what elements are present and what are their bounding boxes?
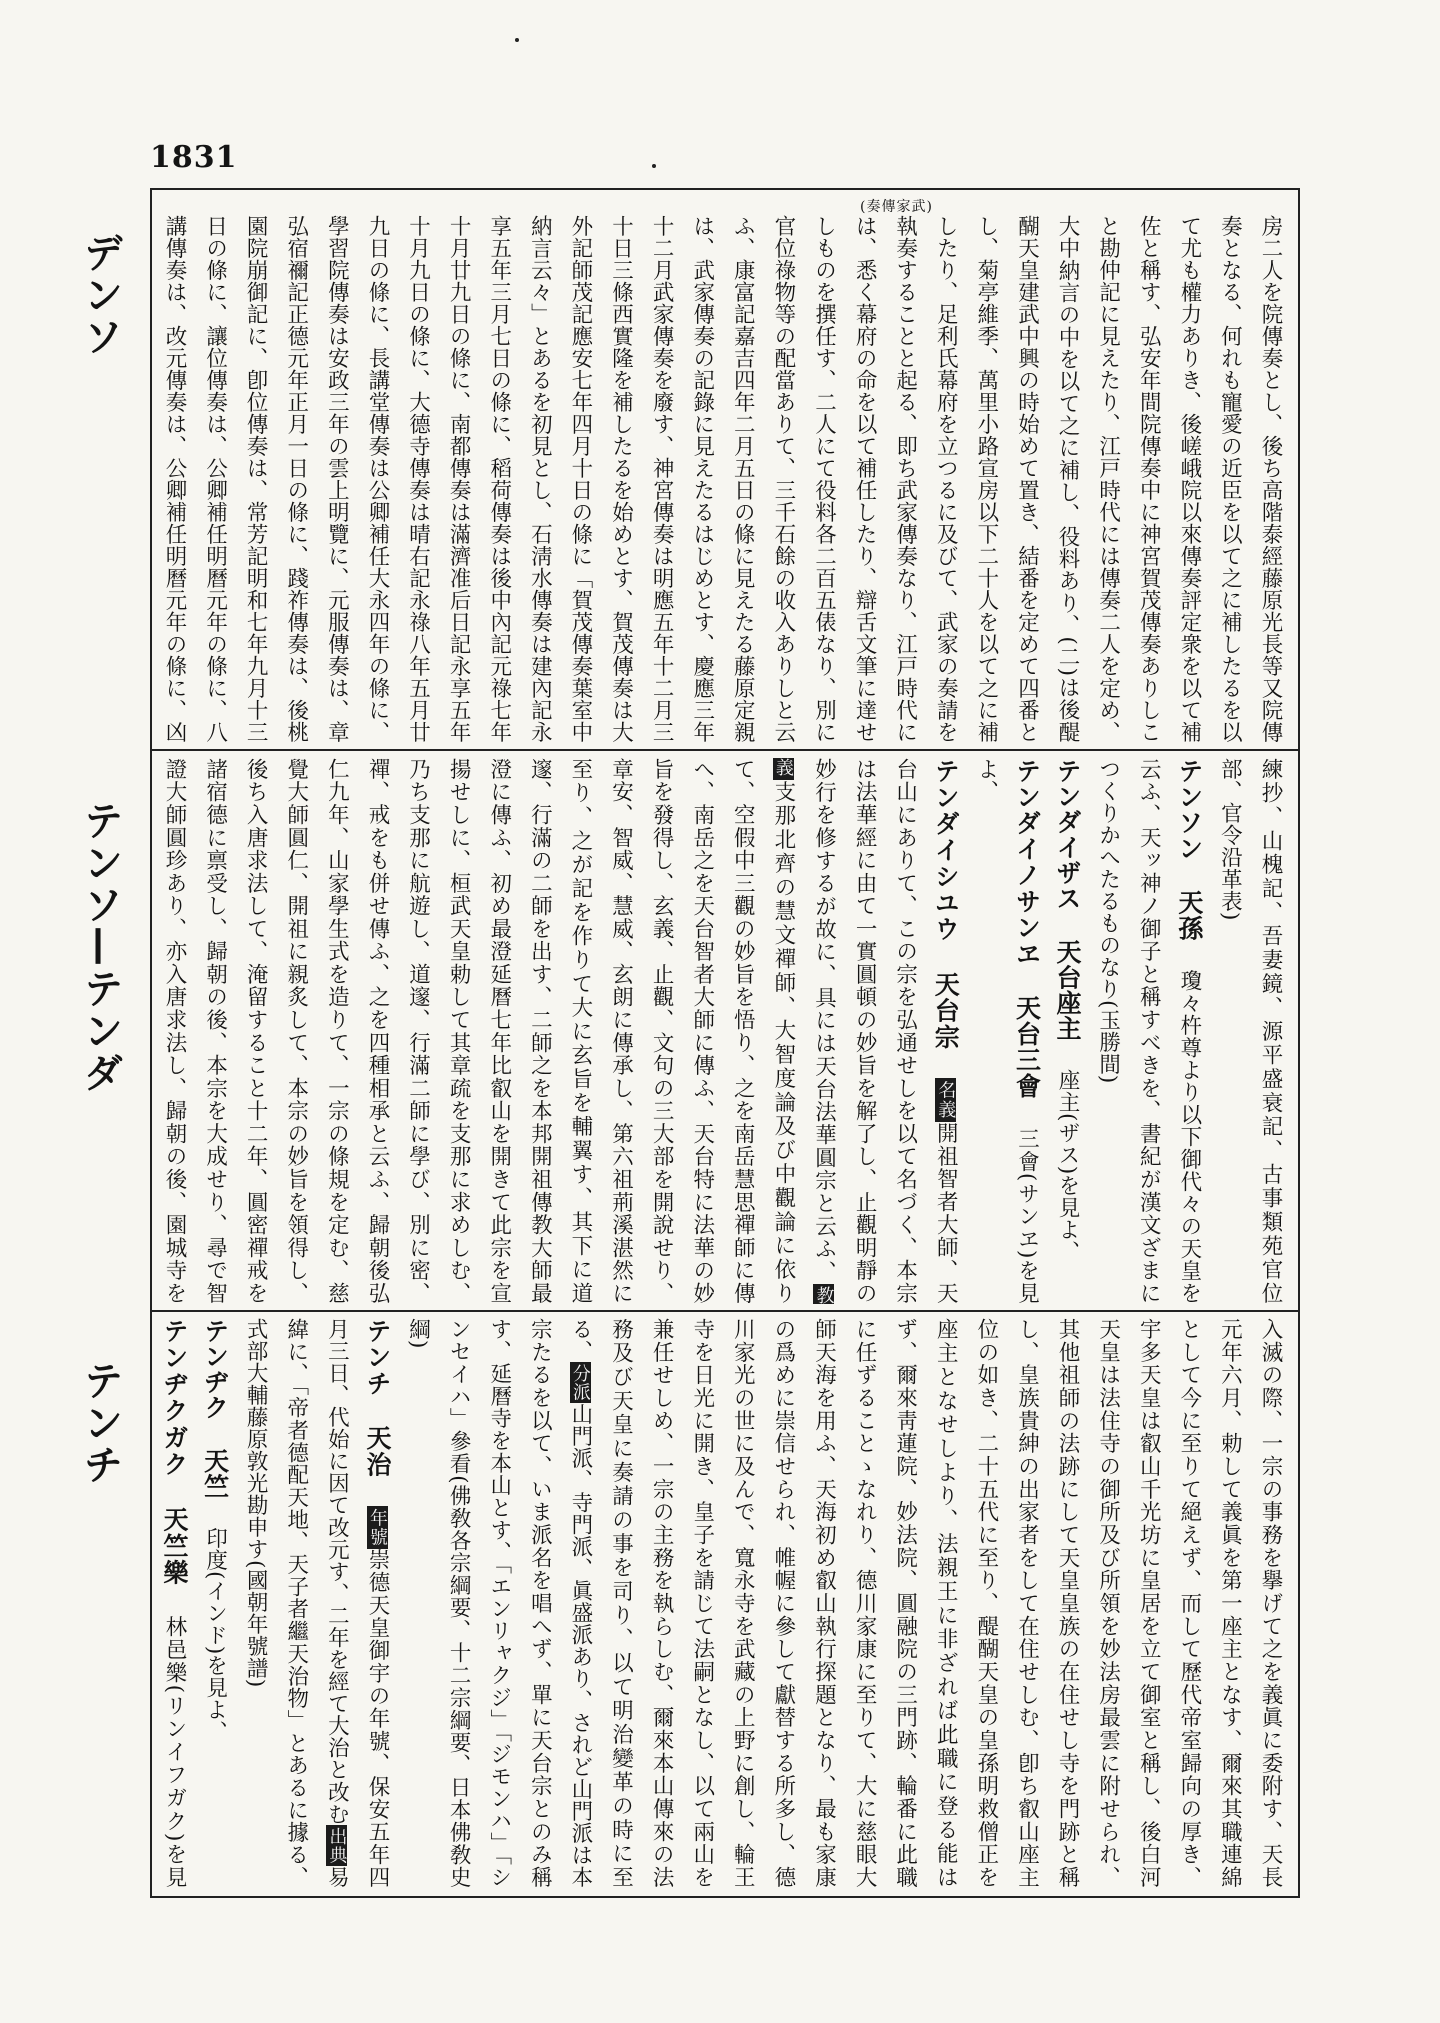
headword-kanji: 天台三會: [1012, 994, 1042, 1100]
section-tag: 名義: [935, 1080, 957, 1121]
headword: テンヂクガク: [160, 1318, 189, 1478]
section-divider: [150, 1310, 1300, 1312]
entry-text: 支那北齊の慧文禪師、大智度論及び中觀論に依りて、空假中三觀の妙旨を悟り、之を南岳慧思禪師に傳へ、南岳之を天台智者大師に傳ふ、天台特に法華の妙旨を發得し、玄義、止觀、文句の三大部を開說せり、章安、智威、慧威、玄朗に傳承し、第六祖荊溪湛然に至り、之が記を作りて大に玄旨を輔翼す、其下に道邃、行滿の二師を出す、二師之を本邦開祖傳教大師最澄に傳ふ、初め最澄延曆七年比叡山を開きて此宗を宣揚せしに、桓武天皇勅して其章疏を支那に求めしむ、乃ち支那に航遊し、道邃、行滿二師に學び、別に密、禪、戒をも併せ傳ふ、之を四種相承と云ふ、歸朝後弘仁九年、山家學生式を造りて、一宗の條規を定む、慈覺大師圓仁、開祖に親炙して、本宗の妙旨を領得し、後ち入唐求法して、淹留すること十二年、圓密禪戒を諸宿德に禀受し、歸朝の後、本宗を大成せり、尋で智證大師圓珍あり、亦入唐求法し、歸朝の後、園城寺を: [161, 758, 796, 1304]
entry-text: 開祖智者大師、天台山にありて、この宗を弘通せしを以て名づく、本宗は法華經に由て一實圓頓の妙旨を解了し、止觀明靜の妙行を修するが故に、具には天台法華圓宗と云ふ、: [811, 758, 959, 1304]
bottom-intro-text: 入滅の際、一宗の事務を擧げて之を義眞に委附す、天長元年六月、勅して義眞を第一座主となす、爾來其職連綿として今に至りて絕えず、而して歷代帝室歸向の厚き、宇多天皇は叡山千光坊に皇居を立て御室と稱し、後白河天皇は法住寺の御所及び所領を妙法房最雲に附せられ、其他祖師の法跡にして天皇皇族の在住せし寺を門跡と稱し、皇族貴紳の出家者をして在住せしむ、卽ち叡山座主位の如き、二十五代に至り、醍醐天皇の皇孫明救僧正を座主となせしより、法親王に非ざれば此職に登る能はず、爾來靑蓮院、妙法院、圓融院の三門跡、輪番に此職に任ずることゝなれり、德川家康に至りて、大に慈眼大師天海を用ふ、天海初め叡山執行探題となり、最も家康の爲めに崇信せられ、帷幄に參して獻替する所多し、德川家光の世に及んで、寬永寺を武藏の上野に創し、輪王寺を日光に開き、皇子を請じて法嗣となし、以て兩山を兼任せしめ、一宗の主務を執らしむ、爾來本山傳來の法務及び天皇に奏請の事を司り、以て明治變革の時に至る、: [567, 1318, 1283, 1888]
entry-text: 瓊々杵尊より以下御代々の天皇を云ふ、天ッ神ノ御子と稱すべきを、書紀が漢文ざまにつくりかへたるものなり(玉勝間): [1095, 758, 1202, 1304]
section-tag: 出典: [326, 1826, 348, 1865]
section-divider: [150, 749, 1300, 751]
headword-kanji: 天竺: [200, 1448, 230, 1499]
headword: テンダイノサンヱ: [1012, 758, 1042, 967]
section-tag: 分派: [569, 1364, 591, 1402]
headword: テンチ: [362, 1318, 392, 1397]
headword: テンダイシユウ: [931, 758, 961, 943]
page-number: 1831: [150, 140, 238, 175]
entry-tendainosane: [965, 758, 1046, 1304]
entry-tenson: [1087, 758, 1209, 1304]
headword: テンソン: [1174, 758, 1204, 862]
headword: テンダイザス: [1053, 758, 1083, 911]
side-label-bottom: テンチ: [77, 1360, 123, 1486]
headword-kanji: 天孫: [1174, 889, 1204, 942]
headword-kanji: 天台座主: [1053, 939, 1083, 1041]
entry-tenchi: [235, 1318, 397, 1888]
entry-tenjiku: [194, 1318, 235, 1888]
entry-tendaizasu: [1046, 758, 1087, 1304]
section-tag: 教義: [772, 758, 835, 1304]
section-top: [160, 215, 1290, 743]
entry-text: 三會(サンヱ)を見よ、: [973, 758, 1040, 1304]
entry-text: 易緯に、「帝者德配天地、天子者繼天治物」とあるに據る、式部大輔藤原敦光勘申す(國朝年號譜): [243, 1318, 350, 1888]
entry-text: 林邑樂(リンイフガク)を見: [161, 1614, 187, 1888]
entry-text: 崇德天皇御宇の年號、保安五年四月三日、代始に因て改元す、二年を經て大治と改む: [324, 1318, 390, 1888]
print-mark: [652, 164, 656, 168]
headword-kanji: 天台宗: [931, 970, 961, 1051]
middle-intro-text: 練抄、山槐記、吾妻鏡、源平盛衰記、古事類苑官位部、官令沿革表): [1217, 758, 1283, 1304]
section-bottom: [160, 1318, 1290, 1888]
side-label-top: デンソ: [77, 232, 123, 358]
entry-text: 座主(ザス)を見よ、: [1055, 1069, 1081, 1263]
headword-kanji: 天治: [362, 1424, 392, 1478]
side-label-middle: テンソ—テンダ: [77, 800, 123, 1094]
section-middle: [160, 758, 1290, 1304]
top-body-text: 房二人を院傳奏とし、後ち高階泰經藤原光長等又院傳奏となる、何れも寵愛の近臣を以て之に補したるを以て尤も權力ありき、後嵯峨院以來傳奏評定衆を以て補佐と稱す、弘安年間院傳奏中に神宮賀茂傳奏ありしこと勘仲記に見えたり、江戸時代には傳奏二人を定め、大中納言の中を以て之に補し、役料あり、(二)は後醍醐天皇建武中興の時始めて置き、結番を定めて四番とし、菊亭維季、萬里小路宣房以下二十人を以て之に補したり、足利氏幕府を立つるに及びて、武家の奏請を執奏することと起る、即ち武家傳奏なり、江戸時代には、悉く幕府の命を以て補任したり、辯舌文筆に達せしものを撰任す、二人にて役料各二百五俵なり、別に官位祿物等の配當ありて、三千石餘の收入ありしと云ふ、康富記嘉吉四年二月五日の條に見えたる藤原定親は、武家傳奏の記錄に見えたるはじめとす、慶應三年十二月武家傳奏を廢す、神宮傳奏は明應五年十二月三十日三條西實隆を補したるを始めとす、賀茂傳奏は大外記師茂記應安七年四月十日の條に「賀茂傳奏葉室中納言云々」とあるを初見とし、石淸水傳奏は建內記永享五年三月七日の條に、稻荷傳奏は後中內記元祿七年十月廿九日の條に、南都傳奏は滿濟准后日記永享五年十月九日の條に、大德寺傳奏は晴右記永祿八年五月廿九日の條に、長講堂傳奏は公卿補任大永四年の條に、學習院傳奏は安政三年の雲上明覽に、元服傳奏は、章弘宿禰記正德元年正月一日の條に、踐祚傳奏は、後桃園院崩御記に、卽位傳奏は、常芳記明和七年九月十三日の條に、讓位傳奏は、公卿補任明曆元年の條に、八講傳奏は、改元傳奏は、公卿補任明曆元年の條に、凶: [161, 215, 1283, 743]
section-tag: 年號: [366, 1507, 388, 1547]
headword: テンヂク: [200, 1318, 230, 1420]
headword-kanji: 天竺樂: [160, 1505, 189, 1587]
entry-tenjikugaku: [160, 1318, 194, 1888]
entry-text: 印度(インド)を見よ、: [202, 1527, 228, 1743]
entry-tendaishuu: [160, 758, 965, 1304]
print-mark: [515, 38, 519, 42]
section-source-header: (奏傳家武): [860, 199, 933, 215]
bottom-intro-text-b: 山門派、寺門派、眞盛派あり、されど山門派は本宗たるを以て、いま派名を唱へず、單に天台宗とのみ稱す、延曆寺を本山とす、「エンリャクジ」「ジモンハ」「シンセイハ」參看(佛敎各宗綱要、十二宗綱要、日本佛敎史綱): [405, 1318, 593, 1888]
